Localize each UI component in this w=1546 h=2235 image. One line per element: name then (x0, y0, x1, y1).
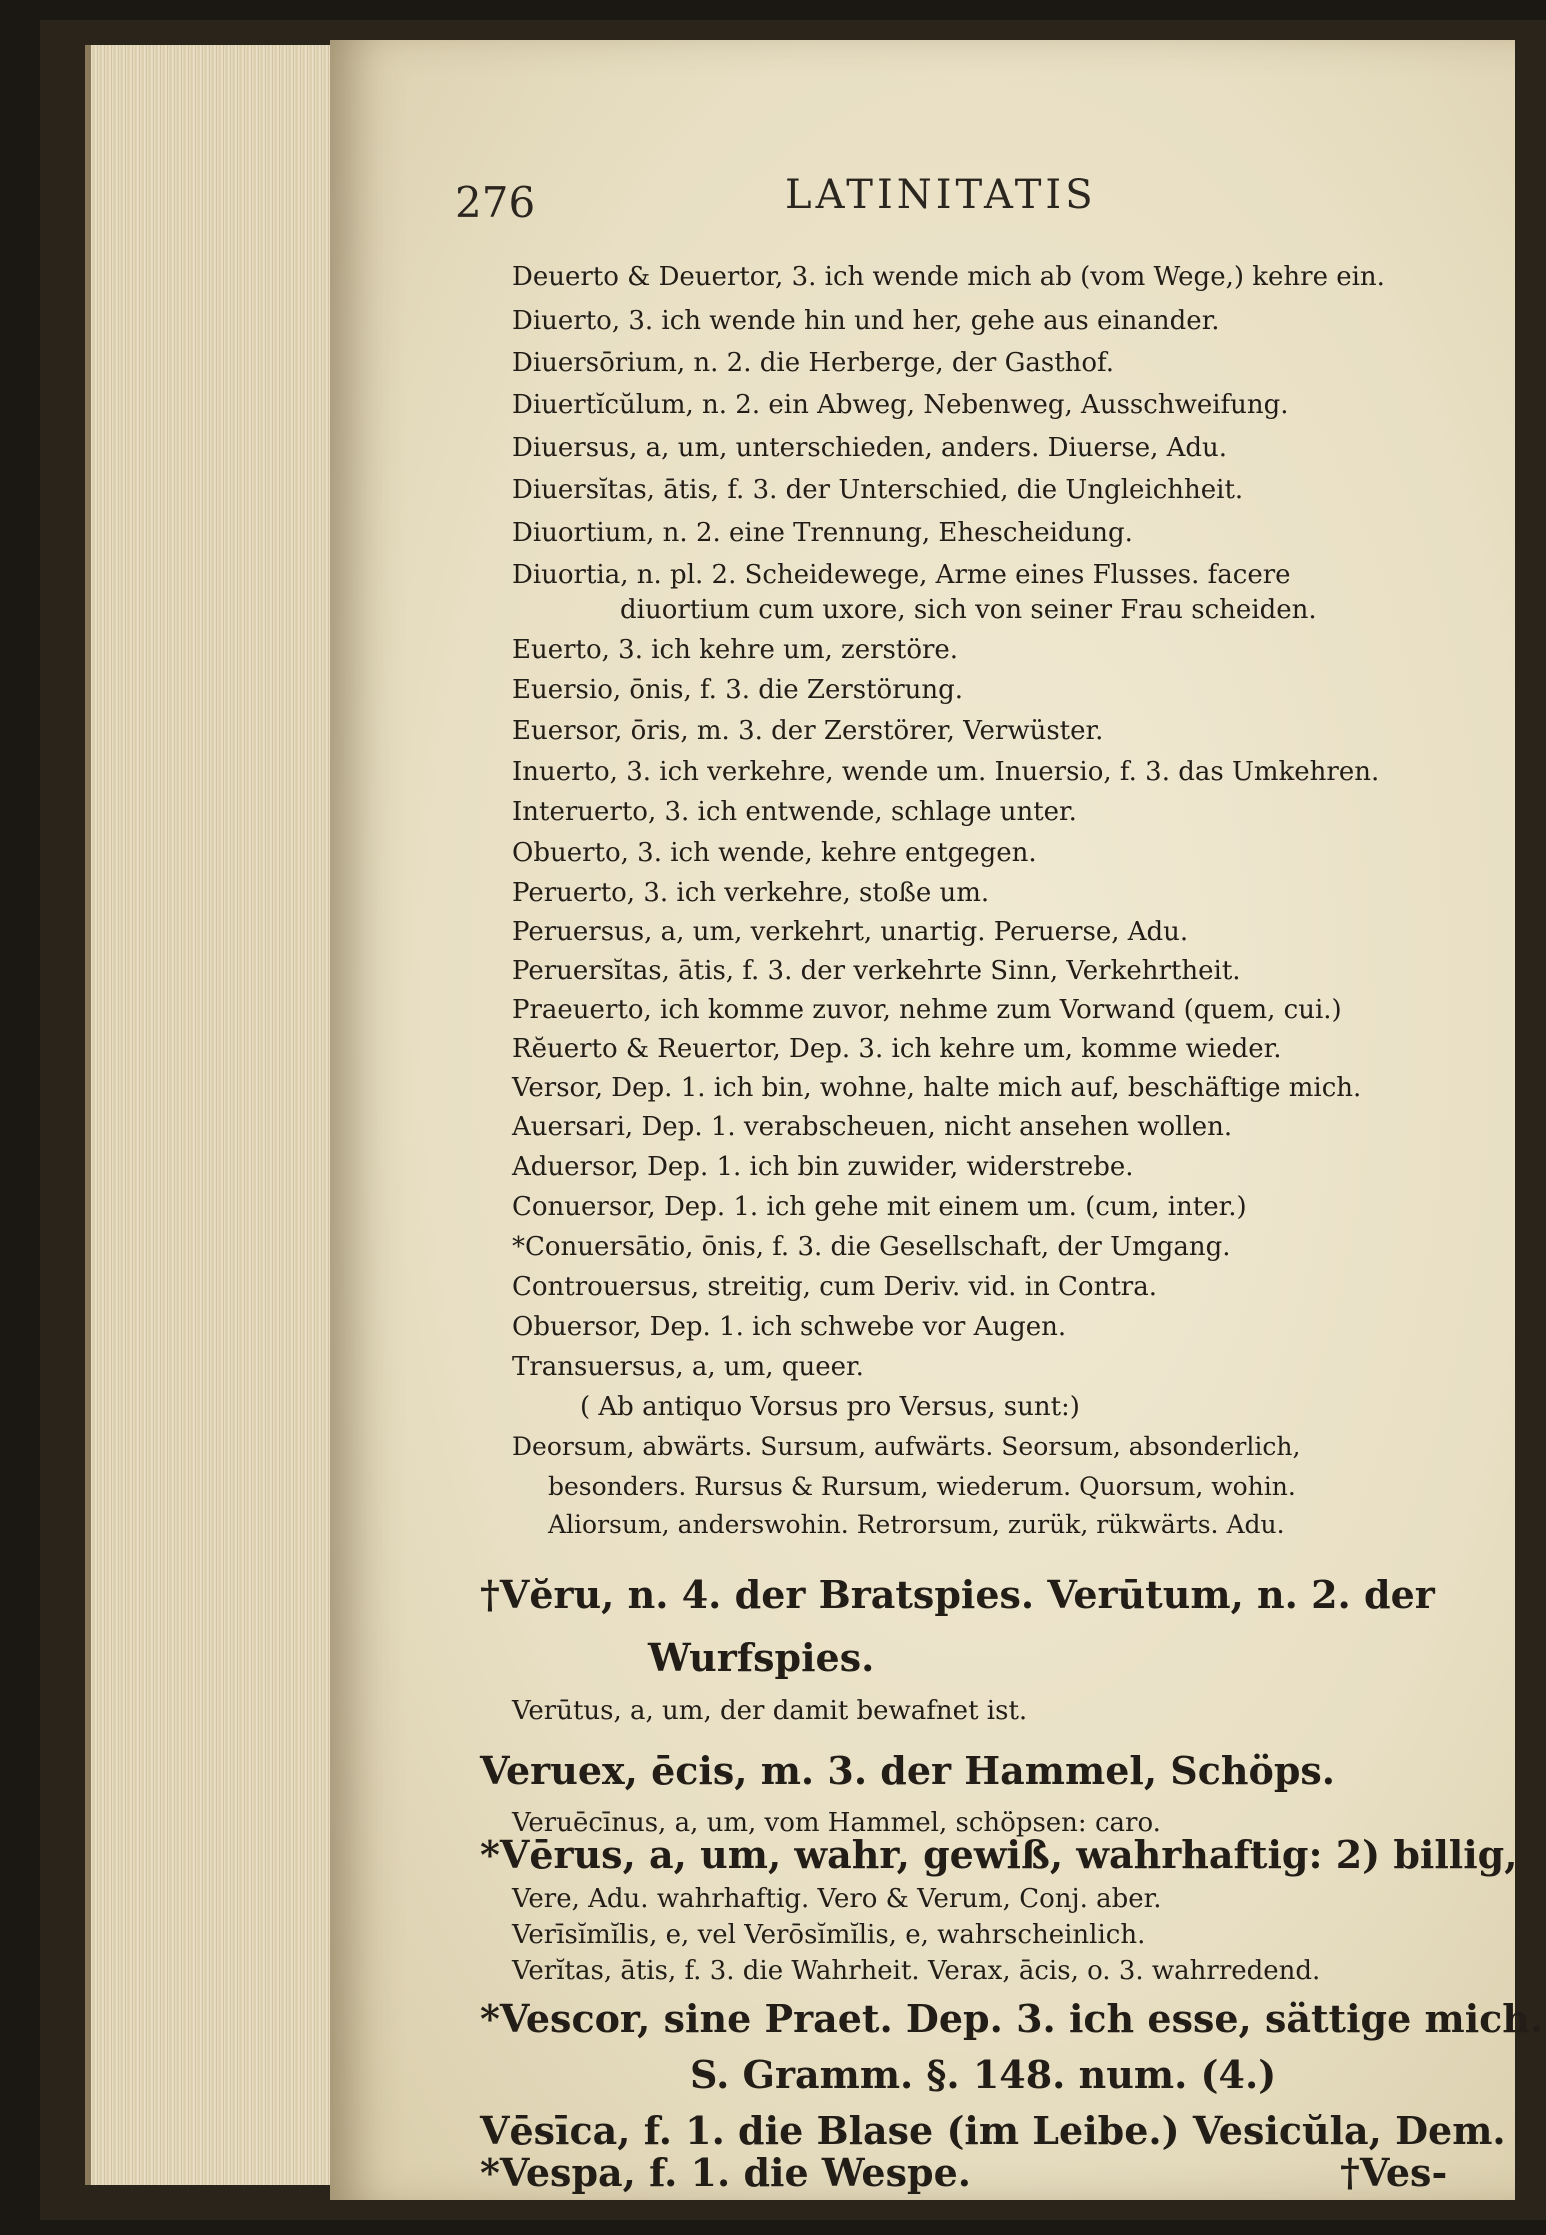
entry-line: ( Ab antiquo Vorsus pro Versus, sunt:) (580, 1392, 1080, 1422)
entry-line: diuortium cum uxore, sich von seiner Frau scheiden. (620, 595, 1317, 625)
entry-line: Diuersus, a, um, unterschieden, anders. Diuerse, Adu. (512, 433, 1228, 463)
entry-line: Deuerto & Deuertor, 3. ich wende mich ab (vom Wege,) kehre ein. (512, 262, 1385, 292)
entry-line: Interuerto, 3. ich entwende, schlage unter. (512, 797, 1077, 827)
entry-line: Conuersor, Dep. 1. ich gehe mit einem um. (cum, inter.) (512, 1192, 1247, 1222)
entry-line: Verūtus, a, um, der damit bewafnet ist. (512, 1696, 1028, 1726)
entry-line: Veruēcīnus, a, um, vom Hammel, schöpsen: caro. (512, 1808, 1161, 1838)
entry-line: *Conuersātio, ōnis, f. 3. die Gesellschaft, der Umgang. (512, 1232, 1231, 1262)
entry-line: Diuerto, 3. ich wende hin und her, gehe aus einander. (512, 306, 1220, 336)
entry-line: Peruersĭtas, ātis, f. 3. der verkehrte Sinn, Verkehrtheit. (512, 956, 1241, 986)
entry-line: Diuortium, n. 2. eine Trennung, Ehescheidung. (512, 518, 1133, 548)
entry-line: Rĕuerto & Reuertor, Dep. 3. ich kehre um, komme wieder. (512, 1034, 1282, 1064)
entry-line: Peruersus, a, um, verkehrt, unartig. Peruerse, Adu. (512, 917, 1189, 947)
entry-line: *Vespa, f. 1. die Wespe. (480, 2150, 971, 2195)
entry-line: Diuersĭtas, ātis, f. 3. der Unterschied, die Ungleichheit. (512, 475, 1244, 505)
entry-line: S. Gramm. §. 148. num. (4.) (690, 2052, 1277, 2097)
entry-line: besonders. Rursus & Rursum, wiederum. Quorsum, wohin. (548, 1472, 1296, 1501)
entry-line: Transuersus, a, um, queer. (512, 1352, 864, 1382)
running-head: LATINITATIS (785, 172, 1097, 218)
entry-line: *Vērus, a, um, wahr, gewiß, wahrhaftig: 2) billig, (480, 1832, 1518, 1877)
entry-line: Euerto, 3. ich kehre um, zerstöre. (512, 635, 959, 665)
entry-line: Verīsĭmĭlis, e, vel Verōsĭmĭlis, e, wahrscheinlich. (512, 1920, 1146, 1950)
entry-line: Obuerto, 3. ich wende, kehre entgegen. (512, 838, 1037, 868)
entry-line: Diuersōrium, n. 2. die Herberge, der Gasthof. (512, 348, 1114, 378)
entry-line: Controuersus, streitig, cum Deriv. vid. in Contra. (512, 1272, 1157, 1302)
entry-line: Wurfspies. (648, 1635, 875, 1680)
entry-line: Peruerto, 3. ich verkehre, stoße um. (512, 878, 990, 908)
entry-line: Auersari, Dep. 1. verabscheuen, nicht ansehen wollen. (512, 1112, 1233, 1142)
entry-line: Vere, Adu. wahrhaftig. Vero & Verum, Conj. aber. (512, 1884, 1162, 1914)
entry-line: Diuortia, n. pl. 2. Scheidewege, Arme eines Flusses. facere (512, 560, 1291, 590)
entry-line: Inuerto, 3. ich verkehre, wende um. Inuersio, f. 3. das Umkehren. (512, 757, 1380, 787)
entry-line: Verĭtas, ātis, f. 3. die Wahrheit. Verax, ācis, o. 3. wahrredend. (512, 1956, 1321, 1986)
entry-line: Euersio, ōnis, f. 3. die Zerstörung. (512, 675, 964, 705)
entry-line: Diuertĭcŭlum, n. 2. ein Abweg, Nebenweg, Ausschweifung. (512, 390, 1289, 420)
entry-line: Praeuerto, ich komme zuvor, nehme zum Vorwand (quem, cui.) (512, 995, 1342, 1025)
entry-line: †Ves- (1340, 2150, 1448, 2195)
entry-line: Deorsum, abwärts. Sursum, aufwärts. Seorsum, absonderlich, (512, 1432, 1301, 1461)
page-number: 276 (455, 178, 536, 227)
entry-line: Aliorsum, anderswohin. Retrorsum, zurük, rükwärts. Adu. (548, 1510, 1285, 1539)
entry-line: Obuersor, Dep. 1. ich schwebe vor Augen. (512, 1312, 1067, 1342)
entry-line: Veruex, ēcis, m. 3. der Hammel, Schöps. (480, 1748, 1336, 1793)
entry-line: *Vescor, sine Praet. Dep. 3. ich esse, sättige mich. (480, 1996, 1544, 2041)
entry-line: Versor, Dep. 1. ich bin, wohne, halte mich auf, beschäftige mich. (512, 1073, 1362, 1103)
entry-line: Vēsīca, f. 1. die Blase (im Leibe.) Vesicŭla, Dem. (480, 2108, 1506, 2153)
entry-line: Euersor, ōris, m. 3. der Zerstörer, Verwüster. (512, 716, 1104, 746)
entry-line: †Vĕru, n. 4. der Bratspies. Verūtum, n. 2. der (480, 1572, 1435, 1617)
entry-line: Aduersor, Dep. 1. ich bin zuwider, widerstrebe. (512, 1152, 1134, 1182)
